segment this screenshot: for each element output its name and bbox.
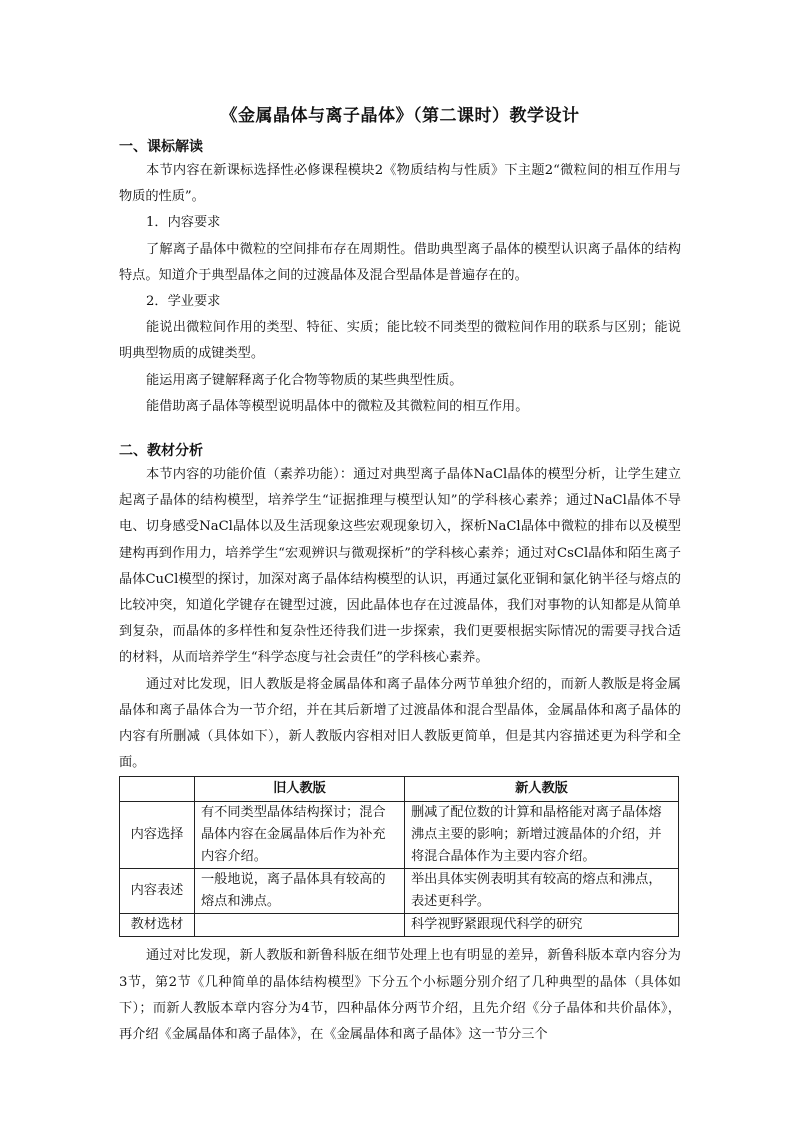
table-row xyxy=(120,802,679,869)
sub-heading-content-requirements: 1．内容要求 xyxy=(146,215,221,231)
table-row xyxy=(120,914,679,937)
section1-intro: 本节内容在新课标选择性必修课程模块2《物质结构与性质》下主题2“微粒间的相互作用与物质的性质”。 xyxy=(119,163,681,205)
content-requirements-text: 了解离子晶体中微粒的空间排布存在周期性。借助典型离子晶体的模型认识离子晶体的结构特点。知道介于典型晶体之间的过渡晶体及混合型晶体是普遍存在的。 xyxy=(119,241,681,283)
section-spacer xyxy=(119,420,681,440)
section2-paragraph-2: 通过对比发现，旧人教版是将金属晶体和离子晶体分两节单独介绍的，而新人教版是将金属晶体和离子晶体合为一节介绍，并在其后新增了过渡晶体和混合型晶体，金属晶体和离子晶体的内容有所删减（具体如下），新人教版内容相对旧人教版更简单，但是其内容描述更为科学和全面。 xyxy=(119,676,681,771)
section1-heading: 一、课标解读 xyxy=(119,139,203,155)
comparison-table xyxy=(119,776,679,937)
table-header-row xyxy=(120,777,679,802)
table-cell: 内容表述 xyxy=(120,869,195,914)
document-page xyxy=(119,104,681,1048)
document-title: 《金属晶体与离子晶体》（第二课时）教学设计 xyxy=(220,106,580,126)
table-cell: 举出具体实例表明其有较高的熔点和沸点，表述更科学。 xyxy=(405,869,679,914)
table-header-cell: 新人教版 xyxy=(405,777,679,802)
section2-paragraph-3: 通过对比发现，新人教版和新鲁科版在细节处理上也有明显的差异，新鲁科版本章内容分为3节，第2节《几种简单的晶体结构模型》下分五个小标题分别介绍了几种典型的晶体（具体如下）；而新人教版本章内容分为4节，四种晶体分两节介绍，且先介绍《分子晶体和共价晶体》，再介绍《金属晶体和离子晶体》，在《金属晶体和离子晶体》这一节分三个 xyxy=(119,948,681,1043)
table-row xyxy=(120,869,679,914)
table-cell: 内容选择 xyxy=(120,802,195,869)
table-cell: 有不同类型晶体结构探讨；混合晶体内容在金属晶体后作为补充内容介绍。 xyxy=(195,802,405,869)
table-cell: 教材选材 xyxy=(120,914,195,937)
section2-paragraph-1: 本节内容的功能价值（素养功能）：通过对典型离子晶体NaCl晶体的模型分析，让学生建立起离子晶体的结构模型，培养学生“证据推理与模型认知”的学科核心素养；通过NaCl晶体不导电、切身感受NaCl晶体以及生活现象这些宏观现象切入，探析NaCl晶体中微粒的排布以及模型建构再到作用力，培养学生“宏观辨识与微观探析”的学科核心素养；通过对CsCl晶体和陌生离子晶体CuCl模型的探讨，加深对离子晶体结构模型的认识，再通过氯化亚铜和氯化钠半径与熔点的比较冲突，知道化学键存在键型过渡，因此晶体也存在过渡晶体，我们对事物的认知都是从简单到复杂，而晶体的多样性和复杂性还待我们进一步探索，我们更要根据实际情况的需要寻找合适的材料，从而培养学生“科学态度与社会责任”的学科核心素养。 xyxy=(119,467,681,666)
table-cell: 科学视野紧跟现代科学的研究 xyxy=(405,914,679,937)
sub-heading-academic-requirements: 2．学业要求 xyxy=(146,294,221,310)
academic-requirements-p2: 能运用离子键解释离子化合物等物质的某些典型性质。 xyxy=(146,372,463,388)
academic-requirements-p1: 能说出微粒间作用的类型、特征、实质；能比较不同类型的微粒间作用的联系与区别；能说明典型物质的成键类型。 xyxy=(119,320,681,362)
table-cell: 一般地说，离子晶体具有较高的熔点和沸点。 xyxy=(195,869,405,914)
academic-requirements-p3: 能借助离子晶体等模型说明晶体中的微粒及其微粒间的相互作用。 xyxy=(146,398,529,414)
table-cell: 删减了配位数的计算和晶格能对离子晶体熔沸点主要的影响；新增过渡晶体的介绍，并将混合晶体作为主要内容介绍。 xyxy=(405,802,679,869)
table-header-cell xyxy=(120,777,195,802)
section2-heading: 二、教材分析 xyxy=(119,443,203,460)
table-cell xyxy=(195,914,405,937)
table-header-cell: 旧人教版 xyxy=(195,777,405,802)
